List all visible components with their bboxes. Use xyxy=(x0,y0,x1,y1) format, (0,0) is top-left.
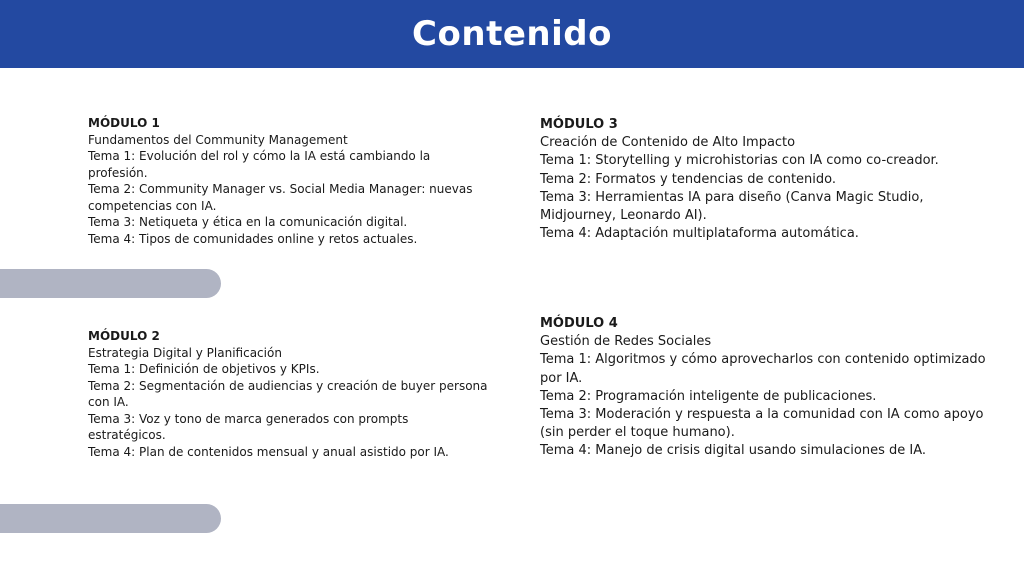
module-title: MÓDULO 2 xyxy=(88,329,160,343)
topic-item: Tema 4: Tipos de comunidades online y retos actuales. xyxy=(88,231,418,246)
module-title: MÓDULO 3 xyxy=(540,117,618,132)
topic-item: Tema 2: Programación inteligente de publicaciones. xyxy=(540,388,877,404)
topic-item: Tema 1: Algoritmos y cómo aprovecharlos con contenido optimizado por IA. xyxy=(540,352,986,386)
decorative-pill xyxy=(0,504,221,533)
topic-item: Tema 4: Plan de contenidos mensual y anual asistido por IA. xyxy=(88,444,449,459)
topic-item: Tema 1: Evolución del rol y cómo la IA está cambiando la profesión. xyxy=(88,149,431,180)
topic-item: Tema 3: Netiqueta y ética en la comunicación digital. xyxy=(88,215,408,229)
topic-item: Tema 3: Moderación y respuesta a la comunidad con IA como apoyo (sin perder el toque humano). xyxy=(540,407,984,441)
module-title: MÓDULO 1 xyxy=(88,116,160,130)
module-4 xyxy=(540,315,1002,461)
module-title: MÓDULO 4 xyxy=(540,316,618,331)
topic-item: Tema 2: Community Manager vs. Social Media Manager: nuevas competencias con IA. xyxy=(88,182,473,213)
topic-item: Tema 2: Formatos y tendencias de contenido. xyxy=(540,171,837,187)
topic-item: Tema 2: Segmentación de audiencias y creación de buyer persona con IA. xyxy=(88,378,488,409)
page-title: Contenido xyxy=(412,14,612,54)
topic-item: Tema 4: Adaptación multiplataforma automática. xyxy=(540,226,859,242)
module-subtitle: Creación de Contenido de Alto Impacto xyxy=(540,135,796,151)
module-subtitle: Gestión de Redes Sociales xyxy=(540,334,712,350)
module-2 xyxy=(88,328,488,460)
header-bar xyxy=(0,0,1024,68)
module-1 xyxy=(88,115,488,247)
module-subtitle: Estrategia Digital y Planificación xyxy=(88,345,282,360)
topic-item: Tema 1: Definición de objetivos y KPIs. xyxy=(88,362,320,376)
topic-item: Tema 3: Herramientas IA para diseño (Canva Magic Studio, Midjourney, Leonardo AI). xyxy=(540,189,924,224)
module-subtitle: Fundamentos del Community Management xyxy=(88,132,348,147)
topic-item: Tema 3: Voz y tono de marca generados con prompts estratégicos. xyxy=(88,411,409,442)
decorative-pill xyxy=(0,269,221,298)
topic-item: Tema 4: Manejo de crisis digital usando simulaciones de IA. xyxy=(540,443,926,459)
module-3 xyxy=(540,116,1002,243)
topic-item: Tema 1: Storytelling y microhistorias con IA como co-creador. xyxy=(540,153,939,169)
